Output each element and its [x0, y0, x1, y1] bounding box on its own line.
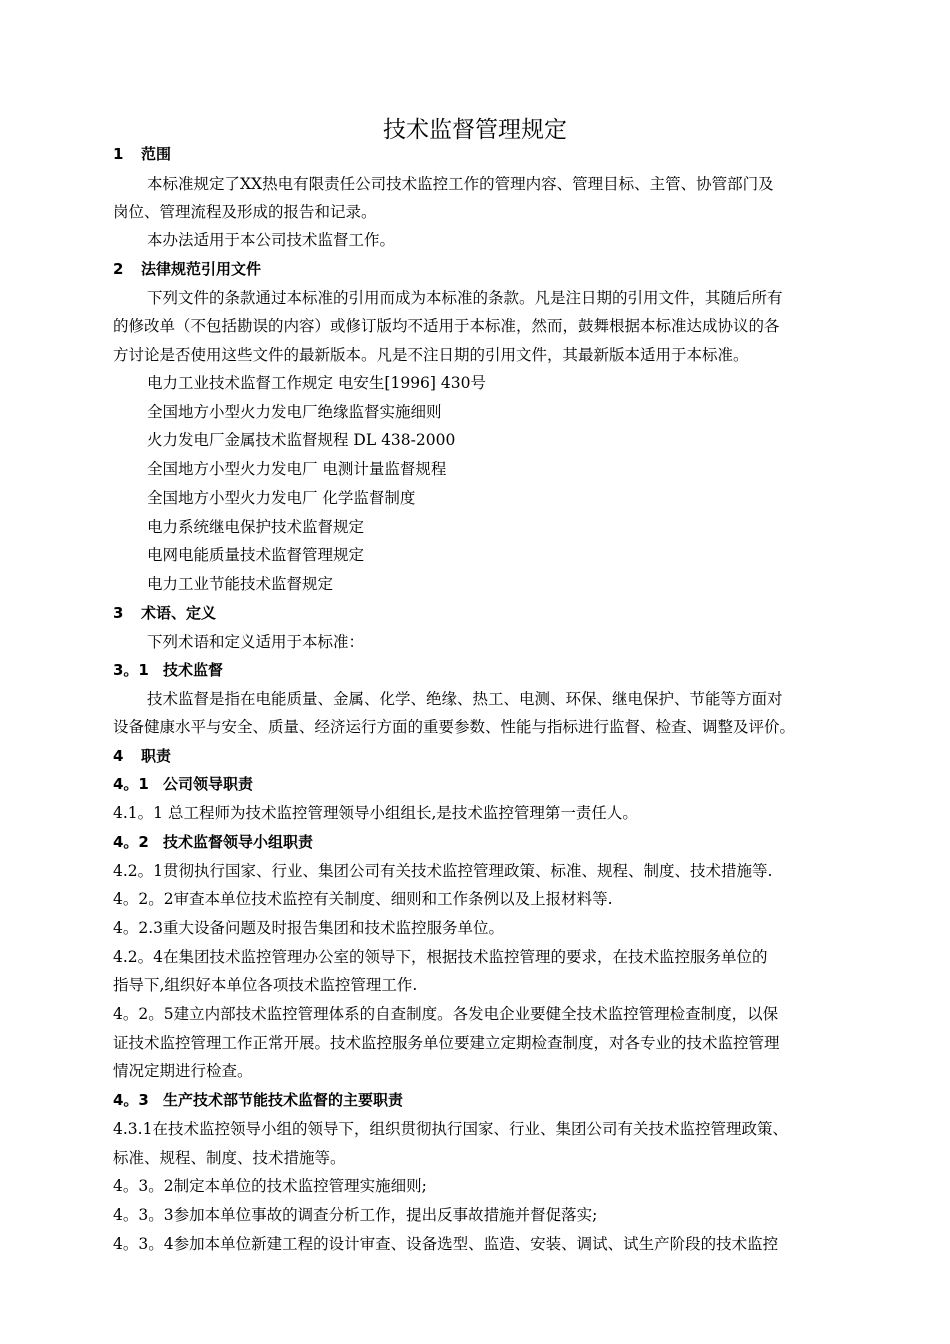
subsection-4-2-heading: [113, 829, 853, 855]
paragraph-line: 本办法适用于本公司技术监督工作。: [147, 231, 396, 249]
section-title: 职责: [141, 747, 172, 765]
reference-item: 全国地方小型火力发电厂 化学监督制度: [147, 489, 416, 507]
reference-item: 电力工业节能技术监督规定: [147, 575, 334, 593]
clause-4-2-4-line: 4.2。4在集团技术监控管理办公室的领导下，根据技术监控管理的要求，在技术监控服务单位的: [113, 948, 768, 966]
clause-4-2-5-line: 4。2。5建立内部技术监控管理体系的自查制度。各发电企业要健全技术监控管理检查制度，以保: [113, 1005, 779, 1023]
reference-item: 全国地方小型火力发电厂绝缘监督实施细则: [147, 403, 442, 421]
document-title: 技术监督管理规定: [383, 117, 567, 143]
section-2-heading: [113, 256, 853, 282]
reference-item: 全国地方小型火力发电厂 电测计量监督规程: [147, 460, 447, 478]
reference-item: 电力系统继电保护技术监督规定: [147, 518, 365, 536]
clause-4-3-1-line: 标准、规程、制度、技术措施等。: [113, 1149, 346, 1167]
clause-4-2-2: 4。2。2审查本单位技术监控有关制度、细则和工作条例以及上报材料等.: [113, 890, 613, 908]
paragraph-line: 下列术语和定义适用于本标准：: [147, 633, 365, 651]
clause-4-2-5-line: 证技术监控管理工作正常开展。技术监控服务单位要建立定期检查制度，对各专业的技术监控管理: [113, 1034, 780, 1052]
section-4-heading: [113, 743, 853, 769]
clause-4-1-1: 4.1。1 总工程师为技术监控管理领导小组组长,是技术监控管理第一责任人。: [113, 804, 638, 822]
reference-item: 电力工业技术监督工作规定 电安生[1996] 430号: [147, 374, 486, 392]
section-title: 范围: [141, 145, 172, 163]
paragraph-line: 设备健康水平与安全、质量、经济运行方面的重要参数、性能与指标进行监督、检查、调整及评价。: [113, 718, 796, 736]
reference-item: 火力发电厂金属技术监督规程 DL 438-2000: [147, 431, 456, 449]
clause-4-2-5-line: 情况定期进行检查。: [113, 1062, 253, 1080]
subsection-number: 4。3: [113, 1091, 149, 1109]
paragraph-line: 本标准规定了XX热电有限责任公司技术监控工作的管理内容、管理目标、主管、协管部门及: [147, 175, 774, 193]
section-1-heading: [113, 141, 853, 167]
subsection-title: 公司领导职责: [163, 775, 254, 793]
subsection-number: 4。1: [113, 775, 149, 793]
section-number: 4: [113, 747, 124, 765]
clause-4-2-4-line: 指导下,组织好本单位各项技术监控管理工作.: [113, 976, 418, 994]
section-number: 3: [113, 604, 124, 622]
clause-4-3-2: 4。3。2制定本单位的技术监控管理实施细则;: [113, 1177, 427, 1195]
clause-4-2-3: 4。2.3重大设备问题及时报告集团和技术监控服务单位。: [113, 919, 505, 937]
clause-4-3-3: 4。3。3参加本单位事故的调查分析工作，提出反事故措施并督促落实;: [113, 1206, 598, 1224]
section-title: 术语、定义: [141, 604, 217, 622]
clause-4-3-4: 4。3。4参加本单位新建工程的设计审查、设备选型、监造、安装、调试、试生产阶段的技术监控: [113, 1235, 779, 1253]
subsection-4-1-heading: [113, 771, 853, 797]
paragraph-line: 的修改单（不包括勘误的内容）或修订版均不适用于本标准，然而，鼓舞根据本标准达成协议的各: [113, 317, 780, 335]
subsection-4-3-heading: [113, 1087, 853, 1113]
subsection-number: 4。2: [113, 833, 149, 851]
subsection-title: 生产技术部节能技术监督的主要职责: [163, 1091, 404, 1109]
reference-item: 电网电能质量技术监督管理规定: [147, 546, 365, 564]
subsection-3-1-heading: [113, 657, 853, 683]
subsection-title: 技术监督: [163, 661, 224, 679]
paragraph-line: 技术监督是指在电能质量、金属、化学、绝缘、热工、电测、环保、继电保护、节能等方面对: [147, 690, 783, 708]
section-3-heading: [113, 600, 853, 626]
paragraph-line: 方讨论是否使用这些文件的最新版本。凡是不注日期的引用文件，其最新版本适用于本标准。: [113, 346, 749, 364]
paragraph-line: 下列文件的条款通过本标准的引用而成为本标准的条款。凡是注日期的引用文件，其随后所有: [147, 289, 783, 307]
section-number: 1: [113, 145, 124, 163]
paragraph-line: 岗位、管理流程及形成的报告和记录。: [113, 203, 377, 221]
subsection-number: 3。1: [113, 661, 149, 679]
section-number: 2: [113, 260, 124, 278]
clause-4-3-1-line: 4.3.1在技术监控领导小组的领导下，组织贯彻执行国家、行业、集团公司有关技术监控管理政策、: [113, 1120, 788, 1138]
clause-4-2-1: 4.2。1贯彻执行国家、行业、集团公司有关技术监控管理政策、标准、规程、制度、技术措施等.: [113, 862, 773, 880]
subsection-title: 技术监督领导小组职责: [163, 833, 314, 851]
section-title: 法律规范引用文件: [141, 260, 262, 278]
